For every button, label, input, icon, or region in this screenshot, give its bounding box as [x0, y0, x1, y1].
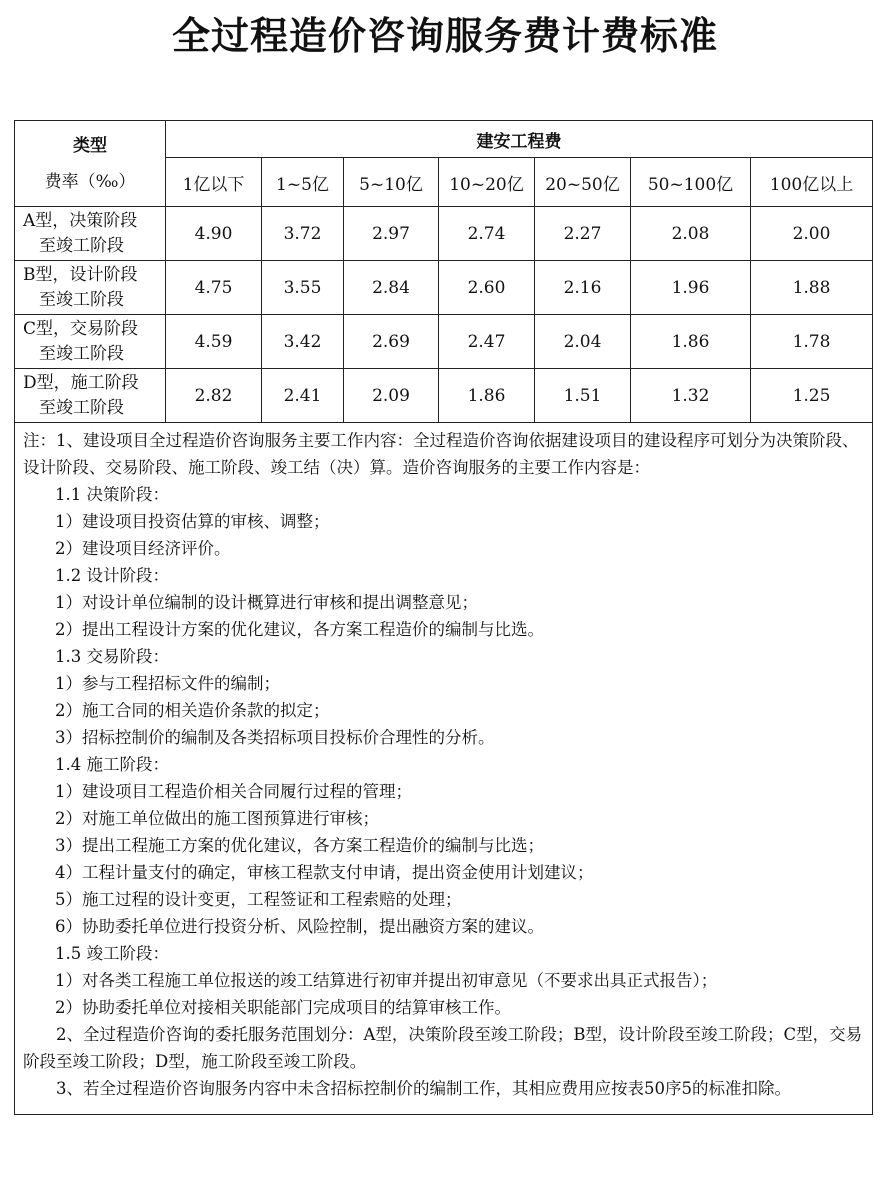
- table-row: [15, 369, 873, 423]
- column-header: 20~50亿: [535, 158, 631, 207]
- row-label-line2: 至竣工阶段: [39, 289, 124, 310]
- table-cell: 2.69: [344, 315, 439, 369]
- table-cell: 1.51: [535, 369, 631, 423]
- column-header: 1~5亿: [262, 158, 344, 207]
- column-header: 50~100亿: [631, 158, 751, 207]
- table-cell: 2.47: [439, 315, 535, 369]
- list-item: 4）工程计量支付的确定，审核工程款支付申请，提出资金使用计划建议；: [55, 863, 594, 882]
- row-label: [15, 207, 166, 261]
- table-cell: 4.75: [166, 261, 262, 315]
- column-header: 100亿以上: [751, 158, 873, 207]
- column-header: 5~10亿: [344, 158, 439, 207]
- table-cell: 2.97: [344, 207, 439, 261]
- list-item: 1）参与工程招标文件的编制；: [55, 674, 280, 693]
- table-row: [15, 261, 873, 315]
- fee-table: [14, 120, 873, 1115]
- table-cell: 3.72: [262, 207, 344, 261]
- list-item: 2）施工合同的相关造价条款的拟定；: [55, 701, 330, 720]
- table-row: [15, 207, 873, 261]
- rate-header-label: 费率（‰）: [44, 171, 136, 192]
- row-label-line2: 至竣工阶段: [39, 343, 124, 364]
- table-cell: 1.88: [751, 261, 873, 315]
- page-title: 全过程造价咨询服务费计费标准: [171, 14, 718, 58]
- section-heading: 1.2 设计阶段：: [55, 566, 169, 585]
- table-cell: 2.09: [344, 369, 439, 423]
- list-item: 6）协助委托单位进行投资分析、风险控制，提出融资方案的建议。: [55, 917, 544, 936]
- table-cell: 2.27: [535, 207, 631, 261]
- row-label: [15, 369, 166, 423]
- list-item: 5）施工过程的设计变更，工程签证和工程索赔的处理；: [55, 890, 462, 909]
- list-item: 2）协助委托单位对接相关职能部门完成项目的结算审核工作。: [55, 998, 511, 1017]
- table-cell: 2.41: [262, 369, 344, 423]
- list-item: 3）招标控制价的编制及各类招标项目投标价合理性的分析。: [55, 728, 495, 747]
- group-header: 建安工程费: [166, 121, 873, 158]
- table-cell: 1.78: [751, 315, 873, 369]
- list-item: 1）对设计单位编制的设计概算进行审核和提出调整意见；: [55, 593, 478, 612]
- note-1: 注：1、建设项目全过程造价咨询服务主要工作内容：全过程造价咨询依据建设项目的建设程序可划分为决策阶段、设计阶段、交易阶段、施工阶段、竣工结（决）算。造价咨询服务的主要工作内容是：: [23, 431, 859, 477]
- table-cell: 1.86: [631, 315, 751, 369]
- section-heading: 1.5 竣工阶段：: [55, 944, 169, 963]
- table-cell: 3.55: [262, 261, 344, 315]
- table-cell: 2.74: [439, 207, 535, 261]
- list-item: 2）建设项目经济评价。: [55, 539, 231, 558]
- table-row: [15, 315, 873, 369]
- row-label-line1: B型，设计阶段: [23, 264, 138, 285]
- table-cell: 2.84: [344, 261, 439, 315]
- table-cell: 2.16: [535, 261, 631, 315]
- row-label-line1: D型，施工阶段: [23, 372, 139, 393]
- table-cell: 1.25: [751, 369, 873, 423]
- table-cell: 1.32: [631, 369, 751, 423]
- row-label-line1: C型，交易阶段: [23, 318, 139, 339]
- column-header: 10~20亿: [439, 158, 535, 207]
- table-cell: 2.08: [631, 207, 751, 261]
- table-cell: 1.96: [631, 261, 751, 315]
- table-cell: 2.60: [439, 261, 535, 315]
- list-item: 2）对施工单位做出的施工图预算进行审核；: [55, 809, 379, 828]
- type-header-label: 类型: [73, 135, 107, 156]
- section-heading: 1.4 施工阶段：: [55, 755, 169, 774]
- section-heading: 1.3 交易阶段：: [55, 647, 169, 666]
- list-item: 1）建设项目工程造价相关合同履行过程的管理；: [55, 782, 412, 801]
- table-cell: 4.59: [166, 315, 262, 369]
- list-item: 2）提出工程设计方案的优化建议，各方案工程造价的编制与比选。: [55, 620, 544, 639]
- list-item: 3）提出工程施工方案的优化建议，各方案工程造价的编制与比选；: [55, 836, 544, 855]
- list-item: 1）对各类工程施工单位报送的竣工结算进行初审并提出初审意见（不要求出具正式报告）；: [55, 971, 718, 990]
- note-3: 3、若全过程造价咨询服务内容中未含招标控制价的编制工作，其相应费用应按表50序5的标准扣除。: [56, 1079, 791, 1098]
- column-header: 1亿以下: [166, 158, 262, 207]
- table-cell: 2.82: [166, 369, 262, 423]
- section-heading: 1.1 决策阶段：: [55, 485, 169, 504]
- note-2: 2、全过程造价咨询的委托服务范围划分：A型，决策阶段至竣工阶段；B型，设计阶段至竣工阶段；C型，交易阶段至竣工阶段；D型，施工阶段至竣工阶段。: [23, 1025, 863, 1071]
- row-label: [15, 315, 166, 369]
- table-cell: 3.42: [262, 315, 344, 369]
- row-label-line2: 至竣工阶段: [39, 397, 124, 418]
- notes-section: [15, 423, 873, 1115]
- table-cell: 1.86: [439, 369, 535, 423]
- type-header-cell: [15, 121, 166, 207]
- table-cell: 2.00: [751, 207, 873, 261]
- row-label-line1: A型，决策阶段: [23, 210, 138, 231]
- row-label: [15, 261, 166, 315]
- table-cell: 4.90: [166, 207, 262, 261]
- row-label-line2: 至竣工阶段: [39, 235, 124, 256]
- table-cell: 2.04: [535, 315, 631, 369]
- list-item: 1）建设项目投资估算的审核、调整；: [55, 512, 330, 531]
